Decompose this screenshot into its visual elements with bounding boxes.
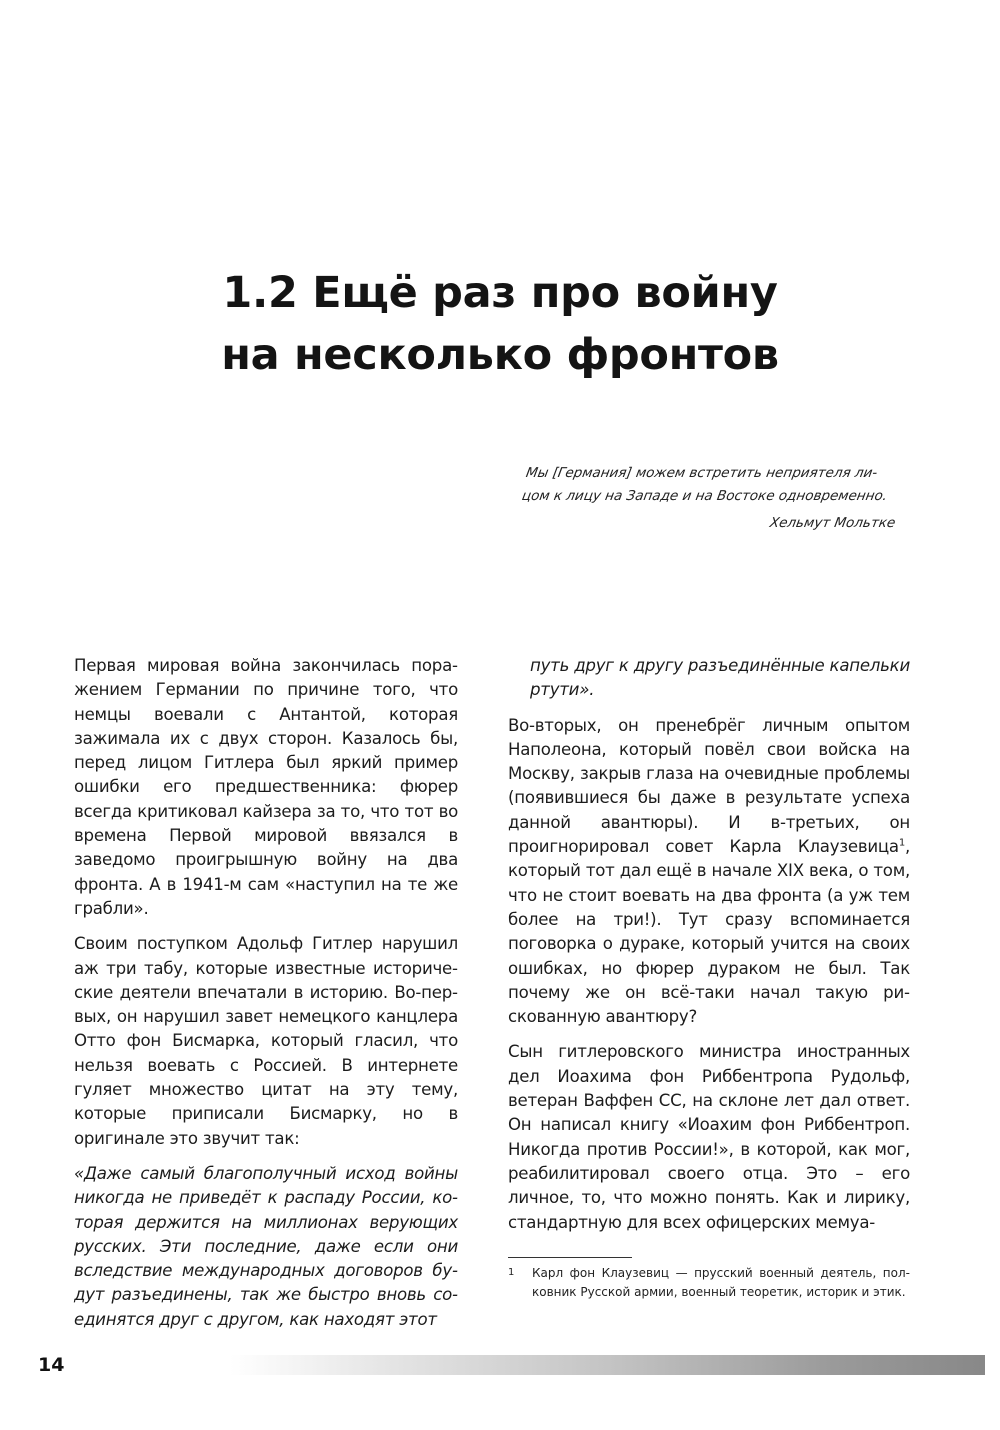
chapter-title-line-2: на несколько фронтов xyxy=(221,330,779,380)
footer-gradient-bar xyxy=(230,1355,985,1375)
epigraph xyxy=(515,462,908,535)
footnote xyxy=(508,1264,910,1301)
footnote-reference[interactable]: 1 xyxy=(898,837,905,849)
chapter-title-line-1: 1.2 Ещё раз про войну xyxy=(222,268,778,318)
epigraph-quote-line-2: цом к лицу на Западе и на Востоке одновременно. xyxy=(520,488,889,504)
right-column xyxy=(508,654,910,1235)
footnote-text: Карл фон Клаузевиц — прусский военный деятель, полковник Русской армии, военный теоретик, историк и этик. xyxy=(532,1266,910,1299)
epigraph-author: Хельмут Мольтке xyxy=(768,515,897,531)
page-number: 14 xyxy=(38,1354,65,1376)
left-paragraph-2: Своим поступком Адольф Гитлер нарушил аж три табу, которые известные исторические деятели впечатали в историю. Во-первых, он нарушил завет немецкого канцлера Отто фон Бисмарка, который гласил, что нельзя воевать с Россией. В интернете гуляет множество цитат на эту тему, которые приписали Бисмарку, но в оригинале это звучит так: xyxy=(74,934,458,1148)
left-column xyxy=(74,654,458,1332)
right-paragraph-2: Сын гитлеровского министра иностранных дел Иоахима фон Риббентропа Рудольф, ветеран Ваффен СС, на склоне лет дал ответ. Он написал книгу «Иоахим фон Риббентроп. Никогда против России!», в которой, как мог, реабилитировал своего отца. Это – его личное, то, что можно понять. Как и лирику, стандартную для всех офицерских мемуа- xyxy=(508,1042,910,1232)
bismarck-quote: «Даже самый благополучный исход войны никогда не приведёт к распаду России, которая держится на миллионах верующих русских. Эти последние, даже если они вследствие международных договоров будут разъединены, так же быстро вновь соединятся друг с другом, как находят этот xyxy=(74,1163,458,1329)
left-paragraph-1: Первая мировая война закончилась поражением Германии по причине того, что немцы воевали с Антантой, которая зажимала их с двух сторон. Казалось бы, перед лицом Гитлера был яркий пример ошибки его предшественника: фюрер всегда критиковал кайзера за то, что тот во времена Первой мировой ввязался в заведомо проигрышную войну на два фронта. А в 1941-м сам «наступил на те же грабли». xyxy=(74,656,458,918)
epigraph-quote-line-1: Мы [Германия] можем встретить неприятеля ли- xyxy=(524,465,879,481)
right-paragraph-1-text-b: , который тот дал ещё в начале XIX века, о том, что не стоит воевать на два фронта (а уж тем более на три!). Тут сразу вспоминается поговорка о дураке, который учится на своих ошибках, но фюрер дураком не был. Так почему же он всё-таки начал такую рискованную авантюру? xyxy=(508,837,910,1027)
right-paragraph-1-text-a: Во-вторых, он пренебрёг личным опытом Наполеона, который повёл свои войска на Москву, закрыв глаза на очевидные проблемы (появившиеся бы даже в результате успеха данной авантюры). И в-третьих, он проигнорировал совет Карла Клаузевица xyxy=(508,715,910,857)
right-paragraph-1 xyxy=(508,714,910,1030)
footnote-number: 1 xyxy=(508,1267,515,1278)
footnote-divider xyxy=(508,1257,632,1258)
bismarck-quote-continued: путь друг к другу разъединённые капельки ртути». xyxy=(530,656,910,700)
chapter-title xyxy=(0,262,1000,386)
